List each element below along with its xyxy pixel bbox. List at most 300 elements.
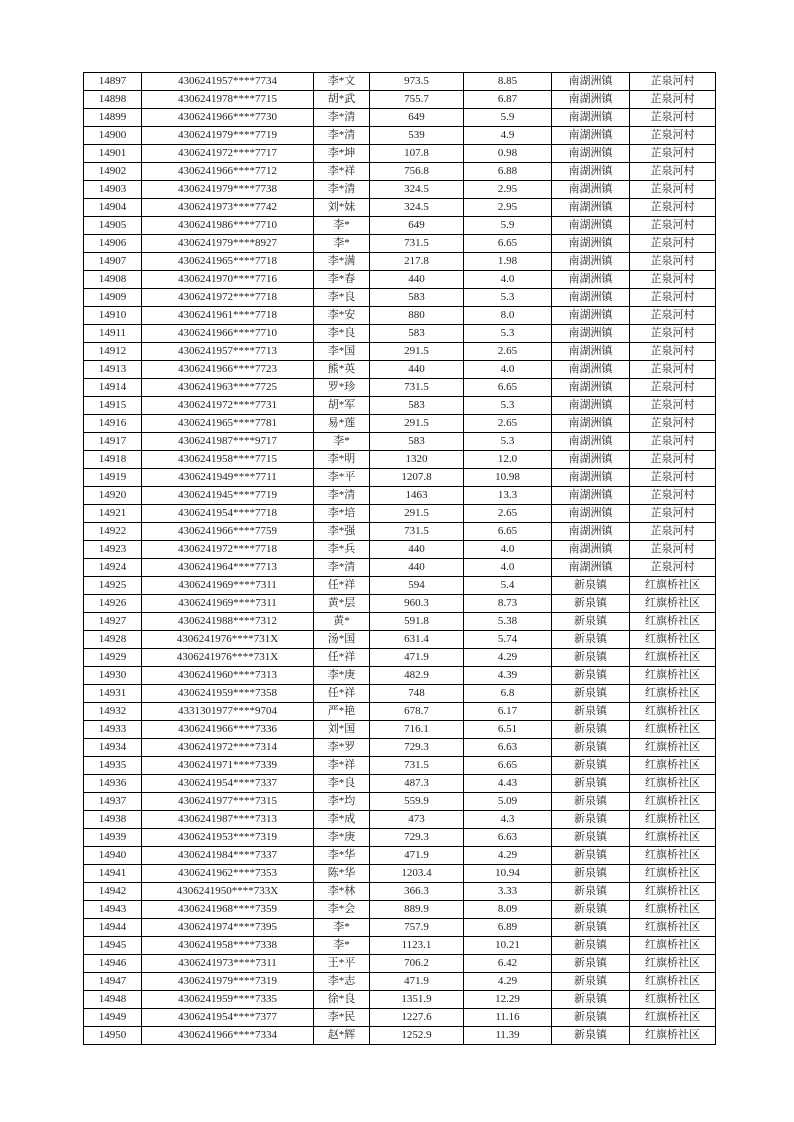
cell-name: 黄*: [314, 613, 370, 631]
cell-name: 李*文: [314, 73, 370, 91]
cell-village: 红旗桥社区: [630, 1027, 716, 1045]
cell-village: 芷泉河村: [630, 541, 716, 559]
cell-id-card-number: 4306241966****7336: [142, 721, 314, 739]
cell-rate: 5.3: [464, 397, 552, 415]
cell-name: 李*均: [314, 793, 370, 811]
cell-town: 新泉镇: [552, 649, 630, 667]
cell-amount: 583: [370, 433, 464, 451]
cell-amount: 678.7: [370, 703, 464, 721]
cell-amount: 471.9: [370, 973, 464, 991]
cell-rate: 4.29: [464, 847, 552, 865]
table-row: [84, 253, 716, 271]
cell-town: 新泉镇: [552, 955, 630, 973]
cell-village: 红旗桥社区: [630, 649, 716, 667]
cell-amount: 1252.9: [370, 1027, 464, 1045]
cell-village: 芷泉河村: [630, 289, 716, 307]
cell-village: 芷泉河村: [630, 361, 716, 379]
cell-serial-number: 14922: [84, 523, 142, 541]
cell-village: 芷泉河村: [630, 343, 716, 361]
cell-serial-number: 14915: [84, 397, 142, 415]
cell-amount: 583: [370, 289, 464, 307]
cell-serial-number: 14903: [84, 181, 142, 199]
cell-town: 南湖洲镇: [552, 73, 630, 91]
cell-rate: 2.95: [464, 199, 552, 217]
cell-name: 李*良: [314, 325, 370, 343]
cell-id-card-number: 4306241986****7710: [142, 217, 314, 235]
cell-serial-number: 14931: [84, 685, 142, 703]
cell-serial-number: 14897: [84, 73, 142, 91]
table-row: [84, 1009, 716, 1027]
table-row: [84, 685, 716, 703]
cell-village: 芷泉河村: [630, 559, 716, 577]
cell-name: 熊*英: [314, 361, 370, 379]
cell-id-card-number: 4306241966****7723: [142, 361, 314, 379]
cell-name: 李*民: [314, 1009, 370, 1027]
cell-name: 李*清: [314, 109, 370, 127]
cell-serial-number: 14924: [84, 559, 142, 577]
cell-rate: 13.3: [464, 487, 552, 505]
cell-id-card-number: 4306241988****7312: [142, 613, 314, 631]
cell-amount: 649: [370, 217, 464, 235]
cell-village: 芷泉河村: [630, 397, 716, 415]
cell-serial-number: 14930: [84, 667, 142, 685]
table-row: [84, 1027, 716, 1045]
cell-rate: 5.3: [464, 289, 552, 307]
table-body: [84, 73, 716, 1045]
cell-serial-number: 14927: [84, 613, 142, 631]
table-row: [84, 109, 716, 127]
cell-id-card-number: 4306241966****7334: [142, 1027, 314, 1045]
cell-amount: 1463: [370, 487, 464, 505]
cell-amount: 324.5: [370, 199, 464, 217]
cell-id-card-number: 4306241965****7718: [142, 253, 314, 271]
cell-serial-number: 14904: [84, 199, 142, 217]
cell-name: 刘*妹: [314, 199, 370, 217]
cell-id-card-number: 4306241987****9717: [142, 433, 314, 451]
cell-serial-number: 14938: [84, 811, 142, 829]
cell-village: 红旗桥社区: [630, 793, 716, 811]
table-row: [84, 667, 716, 685]
cell-id-card-number: 4306241969****7311: [142, 577, 314, 595]
cell-village: 芷泉河村: [630, 253, 716, 271]
cell-rate: 5.09: [464, 793, 552, 811]
cell-id-card-number: 4306241966****7712: [142, 163, 314, 181]
cell-amount: 440: [370, 271, 464, 289]
cell-serial-number: 14940: [84, 847, 142, 865]
cell-name: 陈*华: [314, 865, 370, 883]
cell-rate: 6.87: [464, 91, 552, 109]
cell-amount: 291.5: [370, 343, 464, 361]
cell-village: 红旗桥社区: [630, 919, 716, 937]
cell-town: 南湖洲镇: [552, 145, 630, 163]
cell-rate: 6.65: [464, 523, 552, 541]
table-row: [84, 271, 716, 289]
cell-town: 南湖洲镇: [552, 343, 630, 361]
cell-town: 南湖洲镇: [552, 523, 630, 541]
cell-name: 李*清: [314, 487, 370, 505]
cell-amount: 583: [370, 397, 464, 415]
cell-town: 南湖洲镇: [552, 505, 630, 523]
cell-name: 任*祥: [314, 685, 370, 703]
cell-amount: 755.7: [370, 91, 464, 109]
cell-rate: 5.4: [464, 577, 552, 595]
cell-name: 李*坤: [314, 145, 370, 163]
cell-town: 南湖洲镇: [552, 451, 630, 469]
cell-town: 新泉镇: [552, 1009, 630, 1027]
cell-rate: 4.0: [464, 559, 552, 577]
cell-serial-number: 14935: [84, 757, 142, 775]
cell-village: 芷泉河村: [630, 415, 716, 433]
cell-rate: 4.43: [464, 775, 552, 793]
cell-rate: 2.65: [464, 415, 552, 433]
cell-town: 新泉镇: [552, 721, 630, 739]
cell-serial-number: 14905: [84, 217, 142, 235]
cell-village: 红旗桥社区: [630, 991, 716, 1009]
cell-name: 李*清: [314, 127, 370, 145]
cell-id-card-number: 4306241959****7358: [142, 685, 314, 703]
cell-serial-number: 14929: [84, 649, 142, 667]
cell-name: 李*满: [314, 253, 370, 271]
cell-rate: 10.94: [464, 865, 552, 883]
cell-serial-number: 14912: [84, 343, 142, 361]
table-row: [84, 307, 716, 325]
cell-amount: 440: [370, 559, 464, 577]
table-row: [84, 703, 716, 721]
cell-serial-number: 14948: [84, 991, 142, 1009]
cell-amount: 559.9: [370, 793, 464, 811]
cell-serial-number: 14914: [84, 379, 142, 397]
table-row: [84, 199, 716, 217]
cell-village: 芷泉河村: [630, 487, 716, 505]
cell-village: 红旗桥社区: [630, 757, 716, 775]
table-row: [84, 721, 716, 739]
table-row: [84, 451, 716, 469]
cell-town: 南湖洲镇: [552, 325, 630, 343]
cell-id-card-number: 4306241977****7315: [142, 793, 314, 811]
cell-amount: 960.3: [370, 595, 464, 613]
cell-amount: 880: [370, 307, 464, 325]
cell-town: 南湖洲镇: [552, 397, 630, 415]
cell-village: 芷泉河村: [630, 91, 716, 109]
cell-town: 新泉镇: [552, 793, 630, 811]
cell-village: 红旗桥社区: [630, 685, 716, 703]
cell-village: 芷泉河村: [630, 145, 716, 163]
cell-amount: 729.3: [370, 829, 464, 847]
cell-rate: 2.95: [464, 181, 552, 199]
cell-id-card-number: 4306241979****7738: [142, 181, 314, 199]
cell-name: 李*清: [314, 181, 370, 199]
table-row: [84, 595, 716, 613]
cell-id-card-number: 4306241971****7339: [142, 757, 314, 775]
table-row: [84, 343, 716, 361]
table-row: [84, 127, 716, 145]
cell-town: 新泉镇: [552, 901, 630, 919]
table-row: [84, 847, 716, 865]
cell-amount: 366.3: [370, 883, 464, 901]
cell-town: 南湖洲镇: [552, 109, 630, 127]
cell-name: 李*兵: [314, 541, 370, 559]
cell-rate: 5.9: [464, 109, 552, 127]
cell-serial-number: 14921: [84, 505, 142, 523]
cell-rate: 0.98: [464, 145, 552, 163]
cell-town: 南湖洲镇: [552, 361, 630, 379]
cell-name: 李*安: [314, 307, 370, 325]
cell-amount: 1320: [370, 451, 464, 469]
table-row: [84, 829, 716, 847]
cell-town: 南湖洲镇: [552, 379, 630, 397]
cell-amount: 471.9: [370, 847, 464, 865]
cell-id-card-number: 4306241972****7717: [142, 145, 314, 163]
cell-id-card-number: 4306241958****7715: [142, 451, 314, 469]
cell-name: 李*祥: [314, 757, 370, 775]
cell-rate: 8.09: [464, 901, 552, 919]
cell-town: 南湖洲镇: [552, 433, 630, 451]
cell-name: 李*国: [314, 343, 370, 361]
cell-village: 芷泉河村: [630, 163, 716, 181]
cell-id-card-number: 4306241964****7713: [142, 559, 314, 577]
cell-amount: 756.8: [370, 163, 464, 181]
cell-name: 李*志: [314, 973, 370, 991]
cell-town: 新泉镇: [552, 595, 630, 613]
cell-id-card-number: 4306241945****7719: [142, 487, 314, 505]
cell-rate: 8.0: [464, 307, 552, 325]
cell-village: 芷泉河村: [630, 469, 716, 487]
cell-name: 刘*国: [314, 721, 370, 739]
cell-serial-number: 14916: [84, 415, 142, 433]
cell-amount: 440: [370, 541, 464, 559]
cell-town: 南湖洲镇: [552, 469, 630, 487]
table-row: [84, 811, 716, 829]
cell-town: 新泉镇: [552, 973, 630, 991]
cell-id-card-number: 4306241979****8927: [142, 235, 314, 253]
cell-town: 新泉镇: [552, 847, 630, 865]
cell-name: 李*培: [314, 505, 370, 523]
cell-serial-number: 14918: [84, 451, 142, 469]
cell-name: 李*成: [314, 811, 370, 829]
cell-village: 红旗桥社区: [630, 631, 716, 649]
cell-serial-number: 14950: [84, 1027, 142, 1045]
cell-village: 红旗桥社区: [630, 883, 716, 901]
cell-amount: 757.9: [370, 919, 464, 937]
cell-name: 李*: [314, 217, 370, 235]
cell-id-card-number: 4306241974****7395: [142, 919, 314, 937]
cell-id-card-number: 4306241966****7710: [142, 325, 314, 343]
table-row: [84, 757, 716, 775]
cell-rate: 8.85: [464, 73, 552, 91]
table-row: [84, 217, 716, 235]
cell-name: 李*: [314, 919, 370, 937]
cell-id-card-number: 4306241954****7337: [142, 775, 314, 793]
table-row: [84, 487, 716, 505]
cell-rate: 6.63: [464, 739, 552, 757]
cell-id-card-number: 4306241949****7711: [142, 469, 314, 487]
cell-id-card-number: 4306241960****7313: [142, 667, 314, 685]
cell-serial-number: 14932: [84, 703, 142, 721]
cell-rate: 5.9: [464, 217, 552, 235]
cell-town: 南湖洲镇: [552, 127, 630, 145]
cell-village: 芷泉河村: [630, 235, 716, 253]
cell-village: 红旗桥社区: [630, 973, 716, 991]
cell-id-card-number: 4306241972****7718: [142, 541, 314, 559]
cell-amount: 731.5: [370, 379, 464, 397]
table-row: [84, 145, 716, 163]
cell-rate: 4.9: [464, 127, 552, 145]
cell-serial-number: 14923: [84, 541, 142, 559]
cell-amount: 748: [370, 685, 464, 703]
cell-name: 李*祥: [314, 163, 370, 181]
cell-id-card-number: 4306241954****7377: [142, 1009, 314, 1027]
cell-village: 芷泉河村: [630, 325, 716, 343]
cell-serial-number: 14898: [84, 91, 142, 109]
cell-serial-number: 14941: [84, 865, 142, 883]
cell-amount: 291.5: [370, 415, 464, 433]
cell-serial-number: 14906: [84, 235, 142, 253]
cell-amount: 731.5: [370, 523, 464, 541]
cell-village: 芷泉河村: [630, 523, 716, 541]
cell-id-card-number: 4306241976****731X: [142, 631, 314, 649]
cell-rate: 5.74: [464, 631, 552, 649]
cell-village: 芷泉河村: [630, 181, 716, 199]
cell-village: 芷泉河村: [630, 505, 716, 523]
cell-amount: 706.2: [370, 955, 464, 973]
cell-town: 新泉镇: [552, 811, 630, 829]
cell-id-card-number: 4306241970****7716: [142, 271, 314, 289]
table-row: [84, 73, 716, 91]
cell-village: 红旗桥社区: [630, 721, 716, 739]
cell-serial-number: 14907: [84, 253, 142, 271]
cell-id-card-number: 4306241984****7337: [142, 847, 314, 865]
cell-town: 新泉镇: [552, 865, 630, 883]
cell-village: 红旗桥社区: [630, 901, 716, 919]
cell-rate: 8.73: [464, 595, 552, 613]
cell-name: 任*祥: [314, 577, 370, 595]
cell-serial-number: 14946: [84, 955, 142, 973]
cell-name: 易*莲: [314, 415, 370, 433]
cell-amount: 649: [370, 109, 464, 127]
cell-rate: 12.29: [464, 991, 552, 1009]
cell-id-card-number: 4306241959****7335: [142, 991, 314, 1009]
table-row: [84, 559, 716, 577]
cell-id-card-number: 4306241957****7713: [142, 343, 314, 361]
cell-amount: 731.5: [370, 235, 464, 253]
cell-serial-number: 14911: [84, 325, 142, 343]
table-row: [84, 163, 716, 181]
cell-name: 李*庚: [314, 667, 370, 685]
cell-name: 胡*军: [314, 397, 370, 415]
cell-town: 南湖洲镇: [552, 91, 630, 109]
cell-village: 芷泉河村: [630, 433, 716, 451]
cell-serial-number: 14926: [84, 595, 142, 613]
cell-town: 南湖洲镇: [552, 199, 630, 217]
cell-rate: 5.38: [464, 613, 552, 631]
cell-village: 红旗桥社区: [630, 595, 716, 613]
table-row: [84, 433, 716, 451]
cell-town: 新泉镇: [552, 703, 630, 721]
cell-town: 新泉镇: [552, 667, 630, 685]
cell-name: 李*会: [314, 901, 370, 919]
cell-name: 汤*国: [314, 631, 370, 649]
cell-id-card-number: 4306241954****7718: [142, 505, 314, 523]
cell-name: 李*罗: [314, 739, 370, 757]
cell-amount: 107.8: [370, 145, 464, 163]
cell-id-card-number: 4306241958****7338: [142, 937, 314, 955]
cell-serial-number: 14947: [84, 973, 142, 991]
cell-town: 新泉镇: [552, 685, 630, 703]
cell-id-card-number: 4306241973****7311: [142, 955, 314, 973]
cell-town: 南湖洲镇: [552, 163, 630, 181]
cell-rate: 6.63: [464, 829, 552, 847]
cell-town: 新泉镇: [552, 757, 630, 775]
table-row: [84, 181, 716, 199]
cell-name: 赵*辉: [314, 1027, 370, 1045]
cell-rate: 11.16: [464, 1009, 552, 1027]
cell-rate: 4.29: [464, 649, 552, 667]
cell-name: 李*清: [314, 559, 370, 577]
cell-rate: 6.89: [464, 919, 552, 937]
cell-town: 新泉镇: [552, 577, 630, 595]
cell-amount: 1123.1: [370, 937, 464, 955]
cell-town: 南湖洲镇: [552, 559, 630, 577]
cell-serial-number: 14936: [84, 775, 142, 793]
cell-name: 李*: [314, 235, 370, 253]
cell-serial-number: 14913: [84, 361, 142, 379]
cell-id-card-number: 4306241963****7725: [142, 379, 314, 397]
cell-town: 新泉镇: [552, 1027, 630, 1045]
cell-serial-number: 14942: [84, 883, 142, 901]
table-row: [84, 379, 716, 397]
cell-name: 严*艳: [314, 703, 370, 721]
table-row: [84, 505, 716, 523]
cell-name: 李*强: [314, 523, 370, 541]
cell-serial-number: 14919: [84, 469, 142, 487]
cell-name: 王*平: [314, 955, 370, 973]
cell-amount: 1227.6: [370, 1009, 464, 1027]
cell-id-card-number: 4306241976****731X: [142, 649, 314, 667]
table-row: [84, 793, 716, 811]
cell-amount: 440: [370, 361, 464, 379]
cell-serial-number: 14945: [84, 937, 142, 955]
cell-amount: 889.9: [370, 901, 464, 919]
table-row: [84, 289, 716, 307]
cell-town: 新泉镇: [552, 919, 630, 937]
cell-village: 红旗桥社区: [630, 1009, 716, 1027]
cell-id-card-number: 4306241953****7319: [142, 829, 314, 847]
cell-rate: 2.65: [464, 505, 552, 523]
cell-town: 新泉镇: [552, 739, 630, 757]
cell-id-card-number: 4306241962****7353: [142, 865, 314, 883]
cell-rate: 10.21: [464, 937, 552, 955]
cell-id-card-number: 4306241965****7781: [142, 415, 314, 433]
cell-rate: 12.0: [464, 451, 552, 469]
table-row: [84, 775, 716, 793]
cell-rate: 6.65: [464, 379, 552, 397]
cell-serial-number: 14944: [84, 919, 142, 937]
table-row: [84, 613, 716, 631]
cell-id-card-number: 4306241966****7759: [142, 523, 314, 541]
table-row: [84, 523, 716, 541]
cell-village: 红旗桥社区: [630, 847, 716, 865]
cell-serial-number: 14900: [84, 127, 142, 145]
table-row: [84, 883, 716, 901]
cell-rate: 3.33: [464, 883, 552, 901]
cell-serial-number: 14917: [84, 433, 142, 451]
cell-name: 李*庚: [314, 829, 370, 847]
cell-town: 南湖洲镇: [552, 271, 630, 289]
cell-serial-number: 14943: [84, 901, 142, 919]
cell-town: 南湖洲镇: [552, 307, 630, 325]
cell-town: 南湖洲镇: [552, 253, 630, 271]
cell-rate: 4.29: [464, 973, 552, 991]
